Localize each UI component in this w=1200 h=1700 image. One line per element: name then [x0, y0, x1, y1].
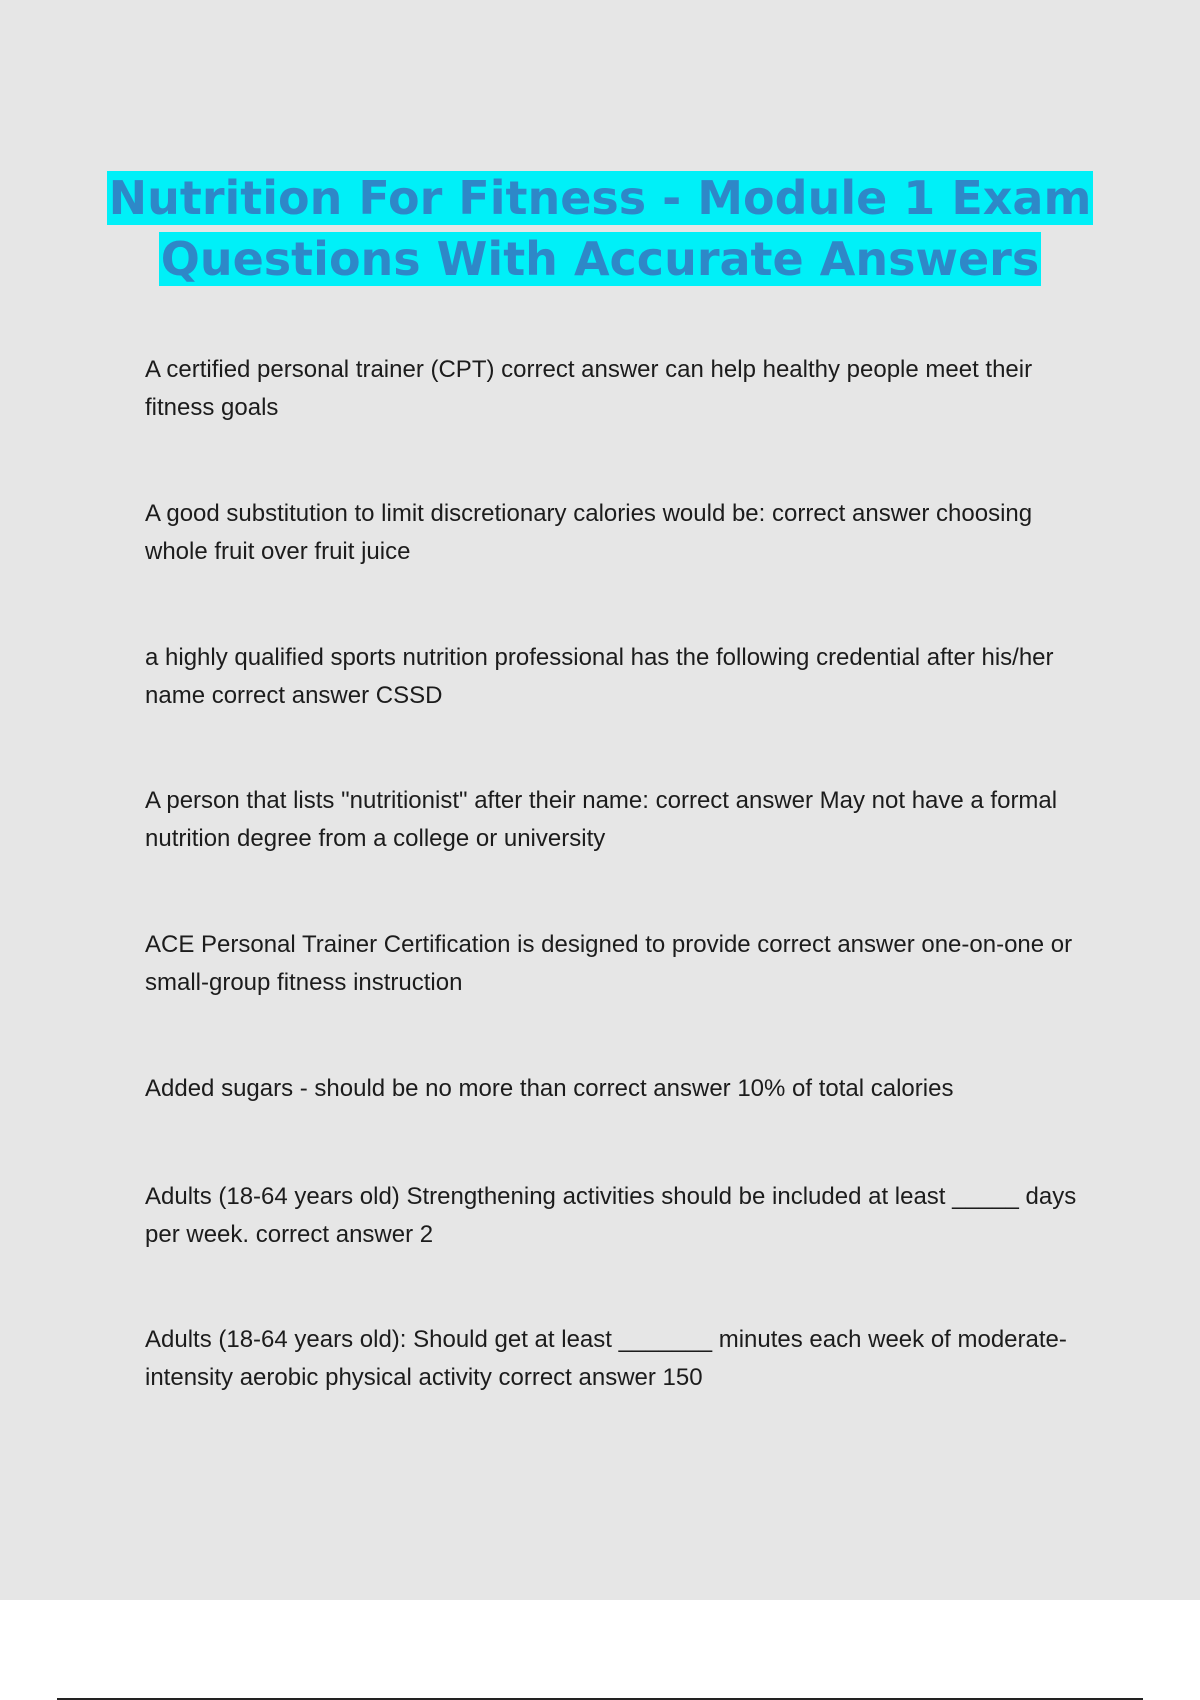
qa-item: A good substitution to limit discretionary calories would be: correct answer choosing whole fruit over fruit juice — [145, 500, 1033, 565]
document-title-text: Nutrition For Fitness - Module 1 Exam Questions With Accurate Answers — [108, 171, 1092, 286]
qa-item: A person that lists "nutritionist" after their name: correct answer May not have a formal nutrition degree from a college or university — [145, 787, 1058, 852]
document-title — [100, 168, 1100, 290]
qa-item: ACE Personal Trainer Certification is designed to provide correct answer one-on-one or small-group fitness instruction — [145, 931, 1073, 996]
qa-item: a highly qualified sports nutrition professional has the following credential after his/her name correct answer CSSD — [145, 644, 1054, 709]
qa-item: A certified personal trainer (CPT) correct answer can help healthy people meet their fitness goals — [145, 356, 1033, 421]
qa-item: Added sugars - should be no more than correct answer 10% of total calories — [145, 1075, 954, 1102]
qa-item: Adults (18-64 years old): Should get at least _______ minutes each week of moderate-intensity aerobic physical activity correct answer 150 — [145, 1326, 1067, 1391]
qa-item: Adults (18-64 years old) Strengthening activities should be included at least _____ days per week. correct answer 2 — [145, 1183, 1077, 1248]
